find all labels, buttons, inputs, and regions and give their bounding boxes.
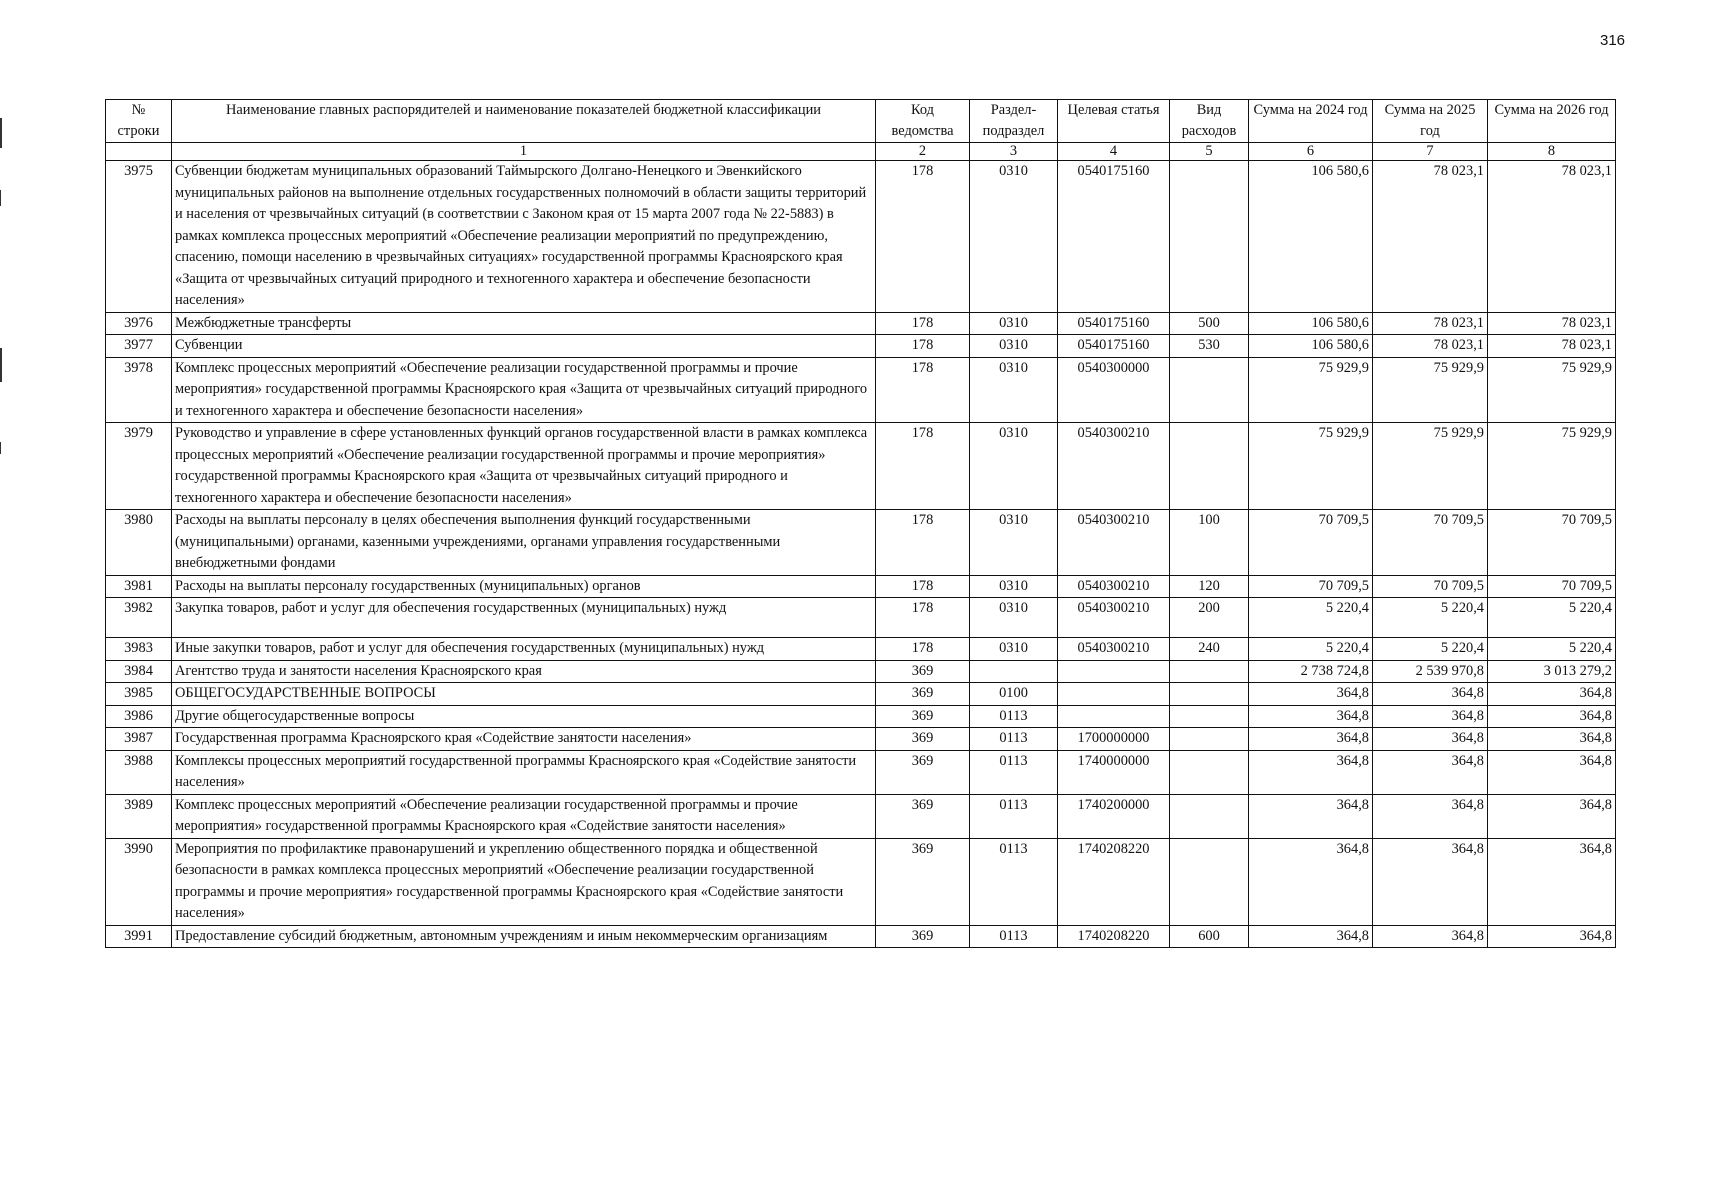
header-name: Наименование главных распорядителей и наименование показателей бюджетной классификации [172, 100, 876, 143]
table-row [106, 312, 1616, 335]
row-name: Предоставление субсидий бюджетным, автономным учреждениям и иным некоммерческим организациям [172, 925, 876, 948]
section-code: 0310 [970, 575, 1058, 598]
sum-2026: 3 013 279,2 [1488, 660, 1616, 683]
table-row [106, 925, 1616, 948]
scan-margin-mark [0, 190, 1, 206]
department-code: 178 [876, 312, 970, 335]
department-code: 369 [876, 705, 970, 728]
page-number: 316 [1600, 32, 1626, 49]
expense-type: 200 [1170, 598, 1249, 638]
target-article: 1740208220 [1058, 925, 1170, 948]
row-name: ОБЩЕГОСУДАРСТВЕННЫЕ ВОПРОСЫ [172, 683, 876, 706]
department-code: 178 [876, 335, 970, 358]
sum-2026: 364,8 [1488, 925, 1616, 948]
row-name: Комплексы процессных мероприятий государственной программы Красноярского края «Содействие занятости населения» [172, 750, 876, 794]
department-code: 178 [876, 357, 970, 423]
sum-2025: 364,8 [1373, 728, 1488, 751]
target-article: 1740000000 [1058, 750, 1170, 794]
sum-2025: 364,8 [1373, 838, 1488, 925]
sum-2026: 364,8 [1488, 794, 1616, 838]
sum-2026: 364,8 [1488, 838, 1616, 925]
section-code [970, 660, 1058, 683]
sum-2026: 70 709,5 [1488, 510, 1616, 576]
sum-2024: 364,8 [1249, 683, 1373, 706]
table-row [106, 683, 1616, 706]
target-article: 0540300000 [1058, 357, 1170, 423]
sum-2024: 364,8 [1249, 794, 1373, 838]
table-row [106, 638, 1616, 661]
sum-2024: 364,8 [1249, 705, 1373, 728]
sum-2025: 78 023,1 [1373, 161, 1488, 313]
table-row [106, 660, 1616, 683]
header-section: Раздел-подраздел [970, 100, 1058, 143]
section-code: 0310 [970, 510, 1058, 576]
column-index: 8 [1488, 143, 1616, 161]
sum-2025: 75 929,9 [1373, 357, 1488, 423]
section-code: 0113 [970, 838, 1058, 925]
row-number: 3975 [106, 161, 172, 313]
sum-2026: 78 023,1 [1488, 312, 1616, 335]
department-code: 369 [876, 683, 970, 706]
row-number: 3980 [106, 510, 172, 576]
expense-type [1170, 705, 1249, 728]
sum-2024: 5 220,4 [1249, 638, 1373, 661]
sum-2024: 70 709,5 [1249, 575, 1373, 598]
row-name: Комплекс процессных мероприятий «Обеспечение реализации государственной программы и прочие мероприятия» государственной программы Красноярского края «Защита от чрезвычайных ситуаций природного и техногенного характера и обеспечение безопасности населения» [172, 357, 876, 423]
row-name: Закупка товаров, работ и услуг для обеспечения государственных (муниципальных) нужд [172, 598, 876, 638]
sum-2025: 364,8 [1373, 925, 1488, 948]
table-row [106, 750, 1616, 794]
target-article: 0540300210 [1058, 575, 1170, 598]
row-number: 3978 [106, 357, 172, 423]
row-number: 3991 [106, 925, 172, 948]
section-code: 0100 [970, 683, 1058, 706]
table-row [106, 357, 1616, 423]
expense-type [1170, 161, 1249, 313]
table-row [106, 510, 1616, 576]
row-number: 3990 [106, 838, 172, 925]
row-name: Расходы на выплаты персоналу государственных (муниципальных) органов [172, 575, 876, 598]
table-row [106, 598, 1616, 638]
section-code: 0113 [970, 750, 1058, 794]
section-code: 0113 [970, 728, 1058, 751]
expense-type [1170, 660, 1249, 683]
department-code: 178 [876, 638, 970, 661]
column-index: 2 [876, 143, 970, 161]
sum-2025: 75 929,9 [1373, 423, 1488, 510]
table-row [106, 728, 1616, 751]
sum-2024: 2 738 724,8 [1249, 660, 1373, 683]
row-number: 3982 [106, 598, 172, 638]
row-name: Комплекс процессных мероприятий «Обеспечение реализации государственной программы и прочие мероприятия» государственной программы Красноярского края «Содействие занятости населения» [172, 794, 876, 838]
column-index [106, 143, 172, 161]
department-code: 369 [876, 660, 970, 683]
expense-type [1170, 728, 1249, 751]
sum-2025: 70 709,5 [1373, 575, 1488, 598]
sum-2024: 5 220,4 [1249, 598, 1373, 638]
column-index-row [106, 143, 1616, 161]
sum-2026: 364,8 [1488, 683, 1616, 706]
section-code: 0310 [970, 598, 1058, 638]
sum-2024: 106 580,6 [1249, 335, 1373, 358]
target-article: 0540300210 [1058, 510, 1170, 576]
target-article: 0540300210 [1058, 598, 1170, 638]
row-number: 3976 [106, 312, 172, 335]
row-name: Руководство и управление в сфере установленных функций органов государственной власти в рамках комплекса процессных мероприятий «Обеспечение реализации государственной программы и прочие мероприятия» государственной программы Красноярского края «Защита от чрезвычайных ситуаций природного и техногенного характера и обеспечение безопасности населения» [172, 423, 876, 510]
target-article: 0540300210 [1058, 638, 1170, 661]
row-name: Другие общегосударственные вопросы [172, 705, 876, 728]
expense-type: 500 [1170, 312, 1249, 335]
table-row [106, 335, 1616, 358]
sum-2024: 364,8 [1249, 728, 1373, 751]
sum-2025: 364,8 [1373, 705, 1488, 728]
header-department-code: Код ведомства [876, 100, 970, 143]
column-index: 3 [970, 143, 1058, 161]
sum-2024: 75 929,9 [1249, 357, 1373, 423]
expense-type [1170, 794, 1249, 838]
row-name: Агентство труда и занятости населения Красноярского края [172, 660, 876, 683]
row-name: Расходы на выплаты персоналу в целях обеспечения выполнения функций государственными (муниципальными) органами, казенными учреждениями, органами управления государственными внебюджетными фондами [172, 510, 876, 576]
expense-type: 100 [1170, 510, 1249, 576]
department-code: 178 [876, 598, 970, 638]
expense-type: 530 [1170, 335, 1249, 358]
row-number: 3987 [106, 728, 172, 751]
sum-2025: 364,8 [1373, 794, 1488, 838]
column-index: 1 [172, 143, 876, 161]
row-name: Субвенции [172, 335, 876, 358]
sum-2025: 5 220,4 [1373, 638, 1488, 661]
expense-type [1170, 750, 1249, 794]
expense-type: 240 [1170, 638, 1249, 661]
target-article: 1740200000 [1058, 794, 1170, 838]
sum-2024: 364,8 [1249, 838, 1373, 925]
section-code: 0113 [970, 705, 1058, 728]
row-name: Мероприятия по профилактике правонарушений и укреплению общественного порядка и общественной безопасности в рамках комплекса процессных мероприятий «Обеспечение реализации государственной программы и прочие мероприятия» государственной программы Красноярского края «Содействие занятости населения» [172, 838, 876, 925]
department-code: 178 [876, 575, 970, 598]
section-code: 0310 [970, 161, 1058, 313]
sum-2026: 5 220,4 [1488, 598, 1616, 638]
row-number: 3984 [106, 660, 172, 683]
sum-2025: 5 220,4 [1373, 598, 1488, 638]
header-expense-type: Вид расходов [1170, 100, 1249, 143]
sum-2026: 5 220,4 [1488, 638, 1616, 661]
sum-2026: 75 929,9 [1488, 357, 1616, 423]
department-code: 178 [876, 510, 970, 576]
sum-2026: 364,8 [1488, 705, 1616, 728]
target-article: 1740208220 [1058, 838, 1170, 925]
table-row [106, 794, 1616, 838]
department-code: 369 [876, 728, 970, 751]
sum-2024: 106 580,6 [1249, 161, 1373, 313]
header-row-number: № строки [106, 100, 172, 143]
column-index: 4 [1058, 143, 1170, 161]
department-code: 369 [876, 750, 970, 794]
department-code: 178 [876, 161, 970, 313]
sum-2026: 78 023,1 [1488, 161, 1616, 313]
table-row [106, 423, 1616, 510]
expense-type: 600 [1170, 925, 1249, 948]
expense-type [1170, 838, 1249, 925]
section-code: 0310 [970, 335, 1058, 358]
target-article: 0540175160 [1058, 312, 1170, 335]
column-index: 7 [1373, 143, 1488, 161]
header-target-article: Целевая статья [1058, 100, 1170, 143]
sum-2026: 78 023,1 [1488, 335, 1616, 358]
sum-2024: 75 929,9 [1249, 423, 1373, 510]
expense-type [1170, 357, 1249, 423]
sum-2026: 364,8 [1488, 750, 1616, 794]
expense-type [1170, 423, 1249, 510]
row-number: 3989 [106, 794, 172, 838]
target-article [1058, 683, 1170, 706]
sum-2024: 106 580,6 [1249, 312, 1373, 335]
table-header-row [106, 100, 1616, 143]
target-article: 0540175160 [1058, 335, 1170, 358]
row-name: Межбюджетные трансферты [172, 312, 876, 335]
row-number: 3977 [106, 335, 172, 358]
row-number: 3988 [106, 750, 172, 794]
section-code: 0113 [970, 794, 1058, 838]
header-sum-2026: Сумма на 2026 год [1488, 100, 1616, 143]
table-row [106, 705, 1616, 728]
budget-table [105, 99, 1616, 948]
section-code: 0310 [970, 423, 1058, 510]
row-number: 3986 [106, 705, 172, 728]
sum-2025: 70 709,5 [1373, 510, 1488, 576]
scan-margin-mark [0, 442, 1, 454]
department-code: 369 [876, 838, 970, 925]
department-code: 369 [876, 794, 970, 838]
sum-2026: 75 929,9 [1488, 423, 1616, 510]
target-article [1058, 660, 1170, 683]
sum-2024: 70 709,5 [1249, 510, 1373, 576]
scan-margin-mark [0, 348, 2, 382]
department-code: 178 [876, 423, 970, 510]
sum-2026: 364,8 [1488, 728, 1616, 751]
row-number: 3981 [106, 575, 172, 598]
sum-2025: 364,8 [1373, 683, 1488, 706]
section-code: 0310 [970, 638, 1058, 661]
row-number: 3979 [106, 423, 172, 510]
column-index: 6 [1249, 143, 1373, 161]
table-row [106, 575, 1616, 598]
department-code: 369 [876, 925, 970, 948]
sum-2026: 70 709,5 [1488, 575, 1616, 598]
table-row [106, 161, 1616, 313]
row-number: 3983 [106, 638, 172, 661]
target-article: 1700000000 [1058, 728, 1170, 751]
row-number: 3985 [106, 683, 172, 706]
target-article [1058, 705, 1170, 728]
sum-2024: 364,8 [1249, 925, 1373, 948]
section-code: 0310 [970, 357, 1058, 423]
section-code: 0113 [970, 925, 1058, 948]
table-row [106, 838, 1616, 925]
header-sum-2025: Сумма на 2025 год [1373, 100, 1488, 143]
sum-2025: 364,8 [1373, 750, 1488, 794]
scan-margin-mark [0, 118, 2, 148]
sum-2025: 2 539 970,8 [1373, 660, 1488, 683]
expense-type: 120 [1170, 575, 1249, 598]
section-code: 0310 [970, 312, 1058, 335]
target-article: 0540175160 [1058, 161, 1170, 313]
sum-2024: 364,8 [1249, 750, 1373, 794]
row-name: Субвенции бюджетам муниципальных образований Таймырского Долгано-Ненецкого и Эвенкийского муниципальных районов на выполнение отдельных государственных полномочий в области защиты территорий и населения от чрезвычайных ситуаций (в соответствии с Законом края от 15 марта 2007 года № 22-5883) в рамках комплекса процессных мероприятий «Обеспечение реализации мероприятий по предупреждению, спасению, помощи населению в чрезвычайных ситуациях» государственной программы Красноярского края «Защита от чрезвычайных ситуаций природного и техногенного характера и обеспечение безопасности населения» [172, 161, 876, 313]
sum-2025: 78 023,1 [1373, 335, 1488, 358]
header-sum-2024: Сумма на 2024 год [1249, 100, 1373, 143]
sum-2025: 78 023,1 [1373, 312, 1488, 335]
column-index: 5 [1170, 143, 1249, 161]
target-article: 0540300210 [1058, 423, 1170, 510]
row-name: Иные закупки товаров, работ и услуг для обеспечения государственных (муниципальных) нужд [172, 638, 876, 661]
expense-type [1170, 683, 1249, 706]
row-name: Государственная программа Красноярского края «Содействие занятости населения» [172, 728, 876, 751]
